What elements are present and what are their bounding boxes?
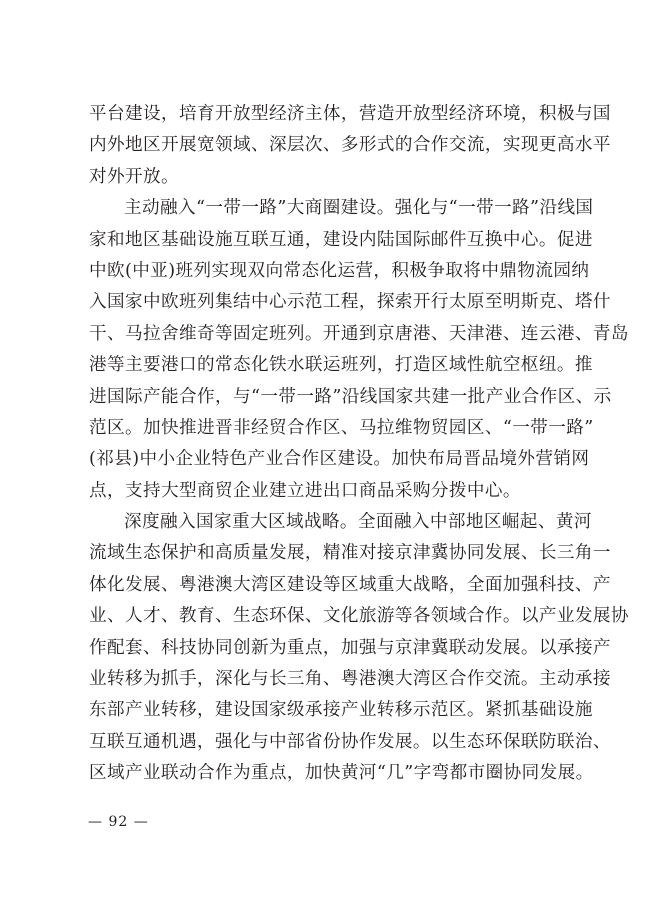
text-line: 点，支持大型商贸企业建立进出口商品采购分拨中心。 [89,480,521,501]
text-line: 主动融入“一带一路”大商圈建设。强化与“一带一路”沿线国 [124,198,594,219]
text-line: 港等主要港口的常态化铁水联运班列，打造区域性航空枢纽。推 [89,355,593,376]
text-line: 进国际产能合作，与“一带一路”沿线国家共建一批产业合作区、示 [89,386,612,407]
paragraph [89,99,611,193]
text-line: 内外地区开展宽领域、深层次、多形式的合作交流，实现更高水平 [89,135,611,156]
text-line: 作配套、科技协同创新为重点，加强与京津冀联动发展。以承接产 [89,637,611,658]
page-number: — 92 — [88,814,149,830]
body-text [89,99,629,790]
text-line: 互联互通机遇，强化与中部省份协作发展。以生态环保联防联治、 [89,731,611,752]
text-line: 体化发展、粤港澳大湾区建设等区域重大战略，全面加强科技、产 [89,574,611,595]
text-line: 平台建设，培育开放型经济主体，营造开放型经济环境，积极与国 [89,104,611,124]
text-line: 区域产业联动合作为重点，加快黄河“几”字弯都市圈协同发展。 [89,763,594,784]
paragraph [89,193,629,507]
text-line: (祁县)中小企业特色产业合作区建设。加快布局晋品境外营销网 [89,449,590,470]
text-line: 业、人才、教育、生态环保、文化旅游等各领域合作。以产业发展协 [89,606,629,627]
text-line: 东部产业转移，建设国家级承接产业转移示范区。紧抓基础设施 [89,700,593,721]
text-line: 入国家中欧班列集结中心示范工程，探索开行太原至明斯克、塔什 [89,292,611,313]
text-line: 流域生态保护和高质量发展，精准对接京津冀协同发展、长三角一 [89,543,611,564]
text-line: 中欧(中亚)班列实现双向常态化运营，积极争取将中鼎物流园纳 [89,260,590,281]
text-line: 家和地区基础设施互联互通，建设内陆国际邮件互换中心。促进 [89,229,593,250]
text-line: 对外开放。 [89,166,179,187]
text-line: 范区。加快推进晋非经贸合作区、马拉维物贸园区、“一带一路” [89,417,594,438]
text-line: 业转移为抓手，深化与长三角、粤港澳大湾区合作交流。主动承接 [89,669,611,690]
paragraph [89,507,629,790]
text-line: 深度融入国家重大区域战略。全面融入中部地区崛起、黄河 [124,512,592,533]
text-line: 干、马拉舍维奇等固定班列。开通到京唐港、天津港、连云港、青岛 [89,323,629,344]
